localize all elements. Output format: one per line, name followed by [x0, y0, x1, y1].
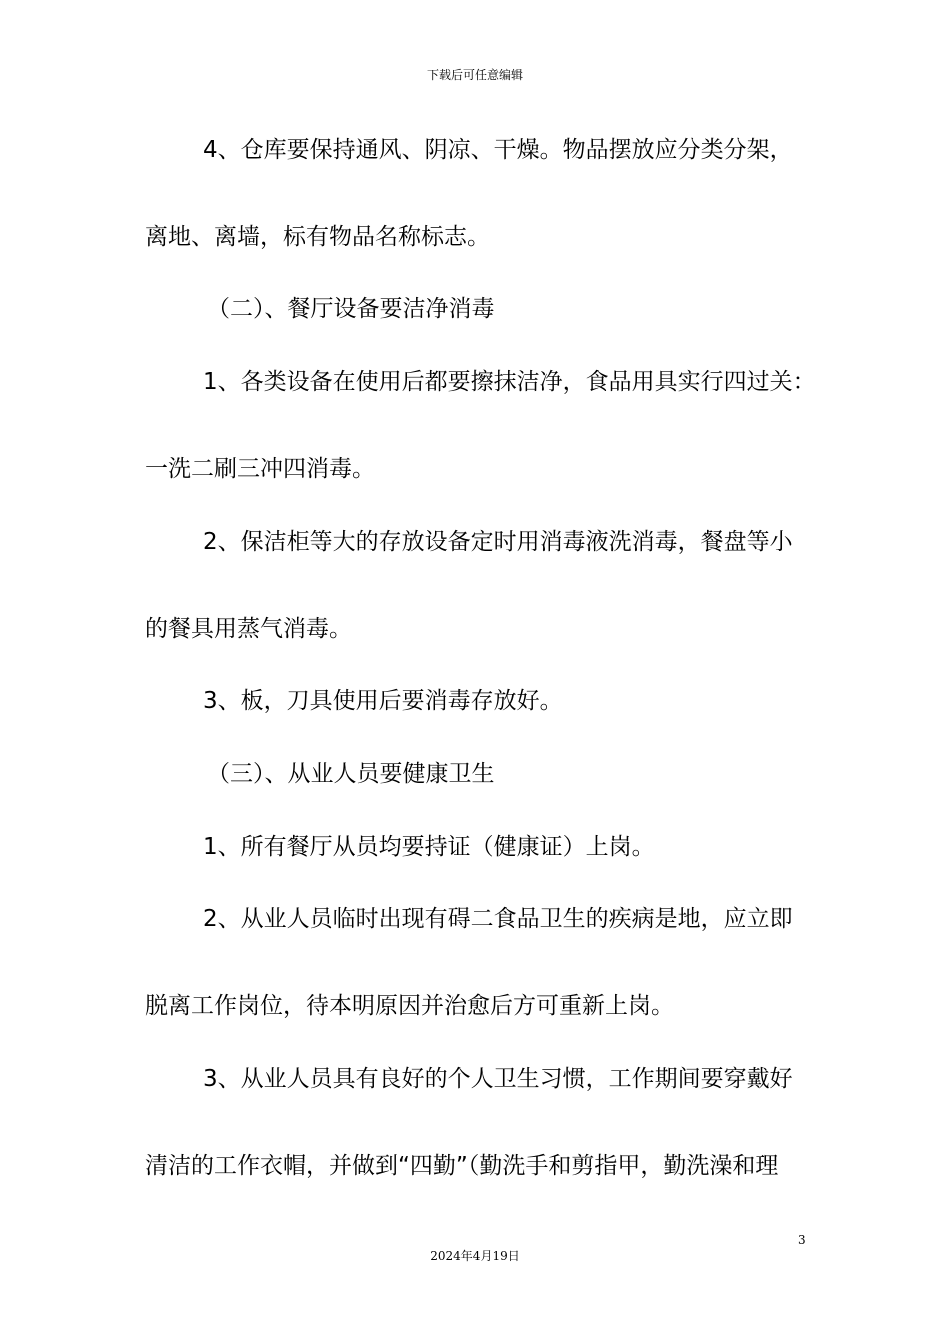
paragraph-line: 2、从业人员临时出现有碍二食品卫生的疾病是地，应立即 — [203, 906, 793, 932]
paragraph-line: 清洁的工作衣帽，并做到“四勤”（勤洗手和剪指甲，勤洗澡和理 — [145, 1153, 779, 1179]
paragraph-line: 一洗二刷三冲四消毒。 — [145, 456, 375, 482]
paragraph-line: 2、保洁柜等大的存放设备定时用消毒液洗消毒，餐盘等小 — [203, 529, 793, 555]
section-heading: （三）、从业人员要健康卫生 — [207, 761, 495, 787]
paragraph-line: 1、所有餐厅从员均要持证（健康证）上岗。 — [203, 834, 655, 860]
paragraph-line: 4、仓库要保持通风、阴凉、干燥。物品摆放应分类分架， — [203, 137, 793, 163]
paragraph-line: 离地、离墙，标有物品名称标志。 — [145, 224, 490, 250]
section-heading: （二）、餐厅设备要洁净消毒 — [207, 296, 495, 322]
paragraph-line: 1、各类设备在使用后都要擦抹洁净，食品用具实行四过关： — [203, 369, 816, 395]
paragraph-line: 3、板，刀具使用后要消毒存放好。 — [203, 688, 563, 714]
paragraph-line: 的餐具用蒸气消毒。 — [145, 616, 352, 642]
footer-date: 2024年4月19日 — [430, 1249, 520, 1263]
paragraph-line: 脱离工作岗位，待本明原因并治愈后方可重新上岗。 — [145, 993, 674, 1019]
paragraph-line: 3、从业人员具有良好的个人卫生习惯，工作期间要穿戴好 — [203, 1066, 793, 1092]
header-note: 下载后可任意编辑 — [426, 68, 523, 82]
page-number: 3 — [798, 1233, 806, 1247]
